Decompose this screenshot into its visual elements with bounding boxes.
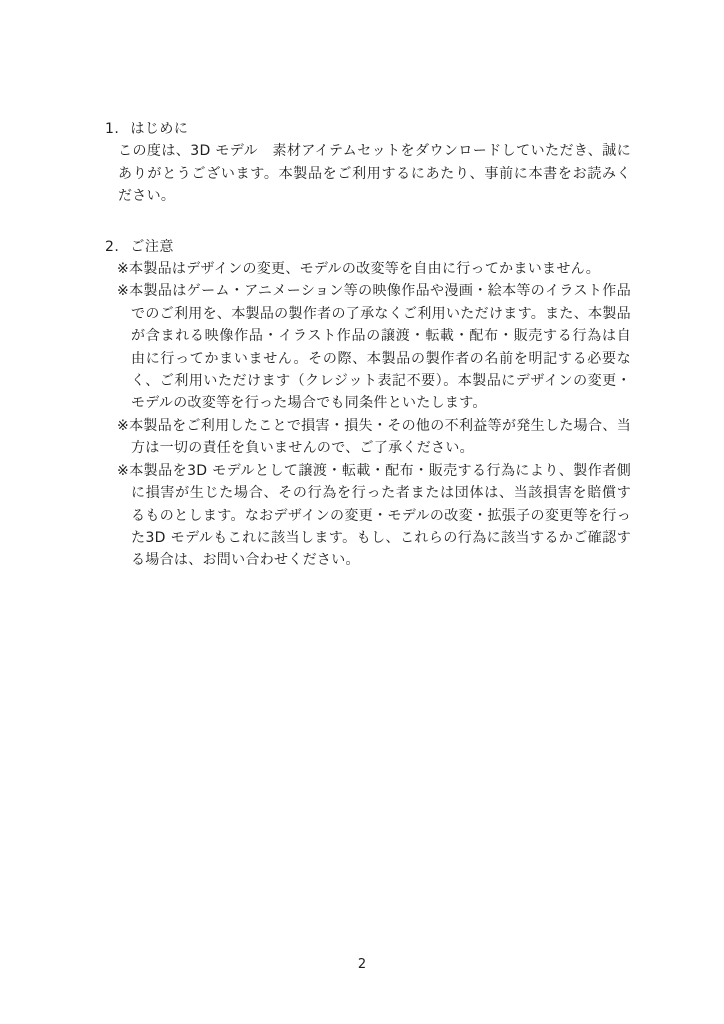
note-marker: ※ — [117, 283, 130, 300]
section-intro — [105, 118, 631, 208]
section-notes — [105, 236, 631, 572]
note-marker: ※ — [117, 462, 130, 479]
intro-paragraph: この度は、3D モデル 素材アイテムセットをダウンロードしていただき、誠にありがとうございます。本製品をご利用するにあたり、事前に本書をお読みください。 — [118, 143, 631, 205]
note-text: 本製品はデザインの変更、モデルの改変等を自由に行ってかまいません。 — [129, 261, 601, 278]
note-item — [117, 415, 631, 460]
section-intro-heading — [105, 118, 631, 140]
section-intro-title: はじめに — [130, 121, 189, 137]
note-item — [117, 258, 631, 280]
note-text: 本製品はゲーム・アニメーション等の映像作品や漫画・絵本等のイラスト作品でのご利用を、本製品の製作者の了承なくご利用いただけます。また、本製品が含まれる映像作品・イラスト作品の譲渡・転載・配布・販売する行為は自由に行ってかまいません。その際、本製品の製作者の名前を明記する必要なく、ご利用いただけます（クレジット表記不要）。本製品にデザインの変更・モデルの改変等を行った場合でも同条件といたします。 — [129, 283, 631, 412]
note-text: 本製品をご利用したことで損害・損失・その他の不利益等が発生した場合、当方は一切の責任を負いませんので、ご了承ください。 — [129, 417, 632, 457]
section-notes-title: ご注意 — [130, 238, 174, 255]
note-marker: ※ — [117, 261, 130, 278]
page-number: 2 — [357, 957, 367, 972]
note-item — [117, 280, 631, 414]
note-item — [117, 460, 631, 572]
section-notes-heading — [105, 236, 631, 258]
section-notes-number: 2. — [105, 238, 120, 255]
notes-list — [105, 258, 631, 572]
note-marker: ※ — [117, 417, 130, 434]
section-intro-number: 1. — [105, 121, 120, 137]
note-text: 本製品を3D モデルとして譲渡・転載・配布・販売する行為により、製作者側に損害が生じた場合、その行為を行った者または団体は、当該損害を賠償するものとします。なおデザインの変更・モデルの改変・拡張子の変更等を行った3D モデルもこれに該当します。もし、これらの行為に該当するかご確認する場合は、お問い合わせください。 — [129, 462, 631, 569]
